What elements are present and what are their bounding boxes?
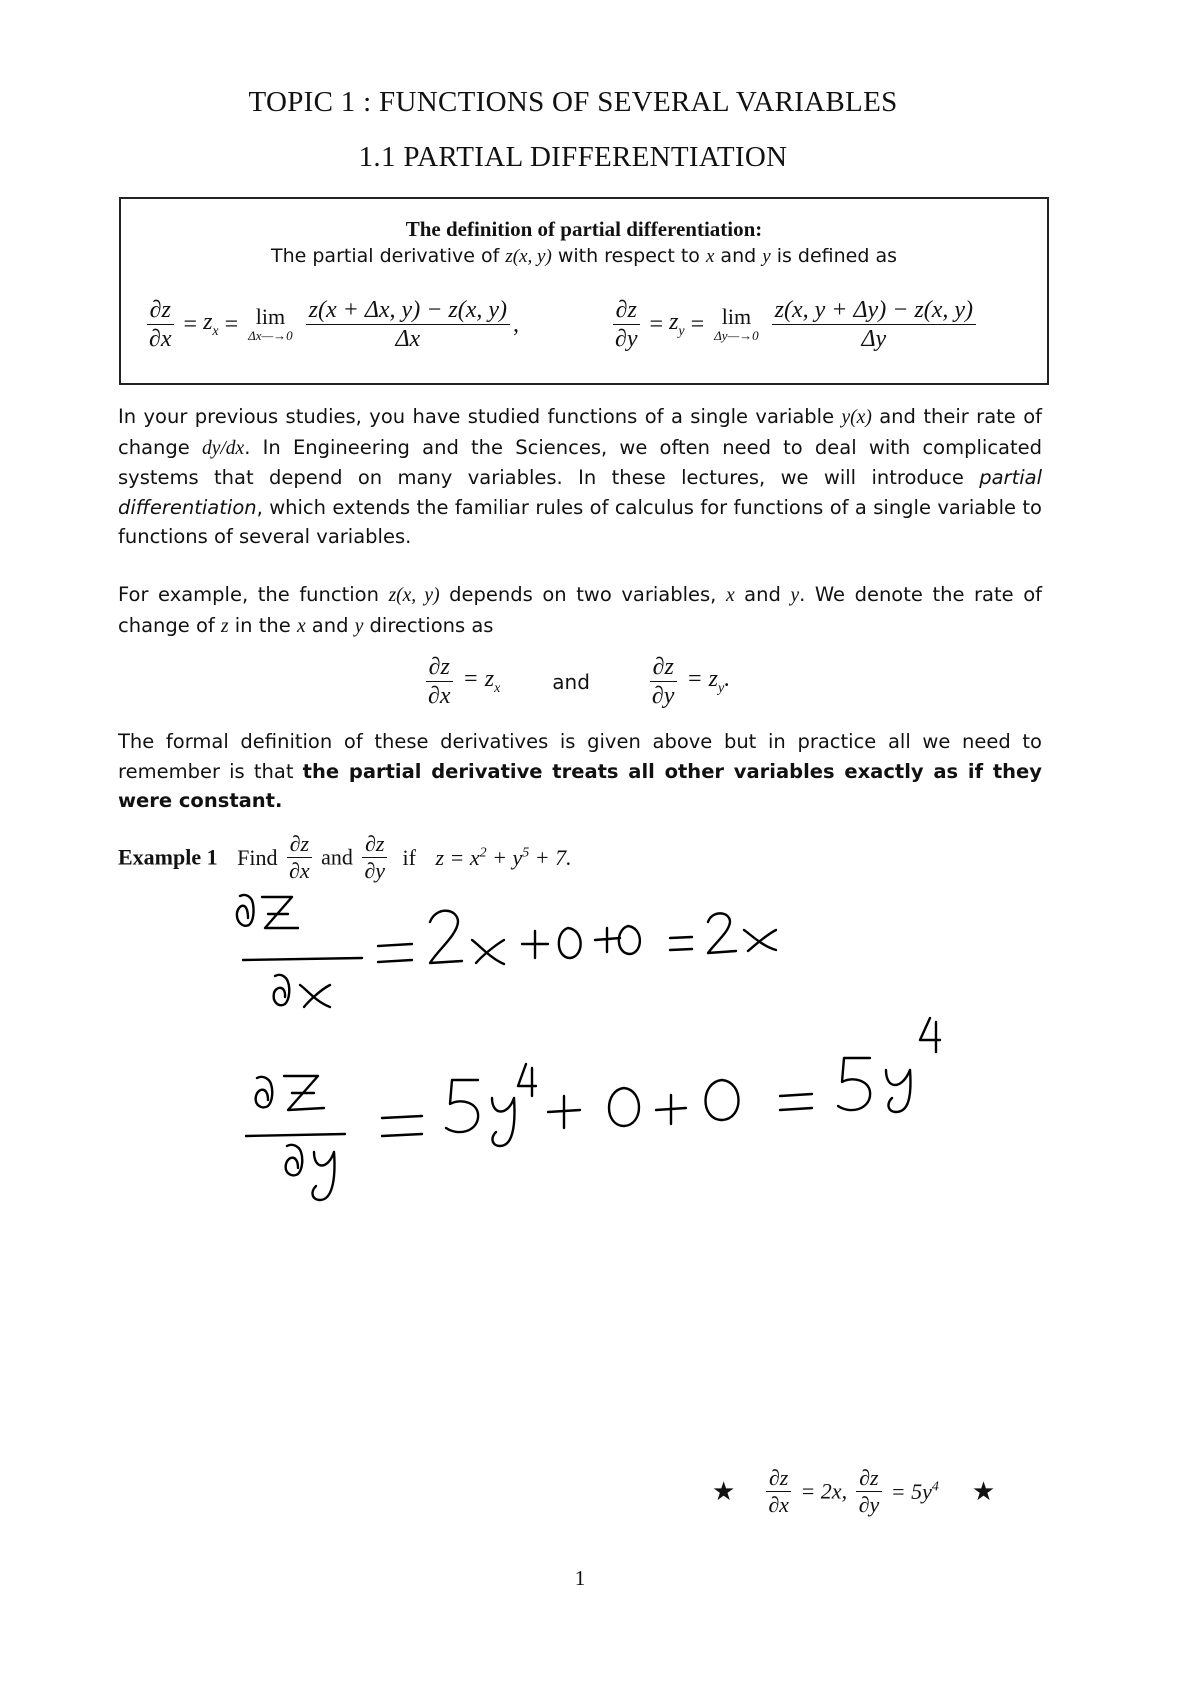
emphasis-partial-differentiation: partial differentiation xyxy=(118,466,1042,519)
numerator: ∂z xyxy=(147,297,174,325)
subscript: x xyxy=(494,681,501,697)
lim-text: lim xyxy=(721,304,752,330)
numerator: ∂z xyxy=(426,654,453,682)
eq-part: + 7. xyxy=(529,844,572,870)
denominator: ∂x xyxy=(768,1492,789,1518)
intro-text: The partial derivative of xyxy=(270,245,506,267)
bold-rule: the partial derivative treats all other variables exactly as if they were constant. xyxy=(118,759,1042,812)
if-word: if xyxy=(402,844,416,870)
numerator: ∂z xyxy=(362,832,387,858)
denominator: Δy xyxy=(861,326,887,353)
example-label: Example 1 xyxy=(118,844,218,870)
page-title: TOPIC 1 : FUNCTIONS OF SEVERAL VARIABLES xyxy=(248,86,898,118)
intro-var-x: x xyxy=(705,246,715,267)
intro-text: with respect to xyxy=(551,245,706,267)
handwriting-line-2 xyxy=(246,1018,940,1200)
intro-var-y: y xyxy=(762,246,771,267)
exponent: 5 xyxy=(522,845,530,861)
text: In your previous studies, you have studied functions of a single variable xyxy=(118,405,842,428)
section-title: 1.1 PARTIAL DIFFERENTIATION xyxy=(358,141,788,173)
math-x: x xyxy=(725,585,735,606)
numerator: ∂z xyxy=(856,1466,881,1492)
denominator: ∂x xyxy=(288,858,310,884)
denominator: ∂y xyxy=(651,683,675,710)
eq-part: + y xyxy=(486,844,523,870)
answer-y: = 5y xyxy=(890,1478,932,1504)
text: and their rate of change xyxy=(118,405,1042,459)
text: directions as xyxy=(363,613,494,637)
and-word: and xyxy=(552,669,590,694)
equals-z: = z xyxy=(686,666,718,693)
text: . We denote the rate of change of xyxy=(118,583,1043,637)
numerator: ∂z xyxy=(766,1466,791,1492)
text: The formal definition of these derivatives is given above but in practice all we need to remember is that xyxy=(118,730,1042,783)
numerator: ∂z xyxy=(650,654,677,682)
denominator: ∂x xyxy=(428,683,451,710)
text: , which extends the familiar rules of calculus for functions of a single variable to functions of several variables. xyxy=(118,495,1042,548)
denominator: ∂y xyxy=(615,326,638,353)
final-answer xyxy=(712,1466,995,1517)
denominator: ∂x xyxy=(149,326,172,353)
text: and xyxy=(734,583,791,606)
comma: , xyxy=(513,311,520,338)
page-number: 1 xyxy=(574,1566,586,1590)
partial-fraction xyxy=(856,1466,883,1517)
subscript: y xyxy=(678,324,685,340)
subscript: x xyxy=(212,324,219,340)
numerator: z(x + Δx, y) − z(x, y) xyxy=(306,297,510,325)
period: . xyxy=(724,666,731,693)
lim-subscript: Δx—→0 xyxy=(248,328,293,344)
answer-x: = 2x, xyxy=(800,1478,848,1504)
eq-part: z = x xyxy=(435,844,480,870)
exponent: 4 xyxy=(931,1479,939,1495)
partial-fraction xyxy=(765,1466,792,1517)
math-dydx: dy/dx xyxy=(201,437,245,459)
z-symbol: z xyxy=(669,309,679,336)
intro-text: is defined as xyxy=(770,245,898,267)
math-z: z xyxy=(220,615,229,637)
intro-function: z(x, y) xyxy=(505,246,552,267)
lim-subscript: Δy—→0 xyxy=(714,328,759,344)
math-y: y xyxy=(790,585,800,606)
math-x: x xyxy=(296,615,306,637)
numerator: z(x, y + Δy) − z(x, y) xyxy=(772,297,976,325)
denominator: ∂y xyxy=(364,858,386,884)
handwriting-line-1 xyxy=(237,895,776,1007)
find-word: Find xyxy=(237,844,278,870)
math-z-of-xy: z(x, y) xyxy=(388,585,440,606)
denominator: ∂y xyxy=(858,1492,880,1518)
intro-text: and xyxy=(714,245,763,267)
definition-heading: The definition of partial differentiation: xyxy=(405,217,763,241)
and-word: and xyxy=(321,844,353,870)
lim-text: lim xyxy=(255,304,286,330)
denominator: Δx xyxy=(395,326,421,353)
text: . In Engineering and the Sciences, we often need to deal with complicated systems that depend on many variables. In these lectures, we will introduce xyxy=(118,435,1043,489)
star-icon: ★ xyxy=(971,1476,996,1506)
z-symbol: z xyxy=(203,309,213,336)
numerator: ∂z xyxy=(613,297,640,325)
text: For example, the function xyxy=(118,583,389,606)
definition-formula-y: $\frac{\partial z}{\partial y}$ = $z_y$ = lim Δy—→0 $\frac{z(x, y + \Delta y) - z(x, y)}{\Delta y}$ xyxy=(609,297,979,353)
definition-formula-x: $\frac{\partial z}{\partial x}$ = $z_x$ = lim Δx—→0 $\frac{z(x + \Delta x, y) - z(x, y)}{\Delta x}$ , xyxy=(143,297,519,353)
text: in the xyxy=(228,613,297,637)
numerator: ∂z xyxy=(287,832,312,858)
exponent: 2 xyxy=(479,845,487,861)
star-icon: ★ xyxy=(712,1476,736,1506)
math-y: y xyxy=(354,615,364,637)
equals-z: = z xyxy=(462,666,495,693)
math-y-of-x: y(x) xyxy=(841,407,872,428)
text: depends on two variables, xyxy=(439,583,726,606)
subscript: y xyxy=(717,681,725,697)
text: and xyxy=(305,613,355,637)
